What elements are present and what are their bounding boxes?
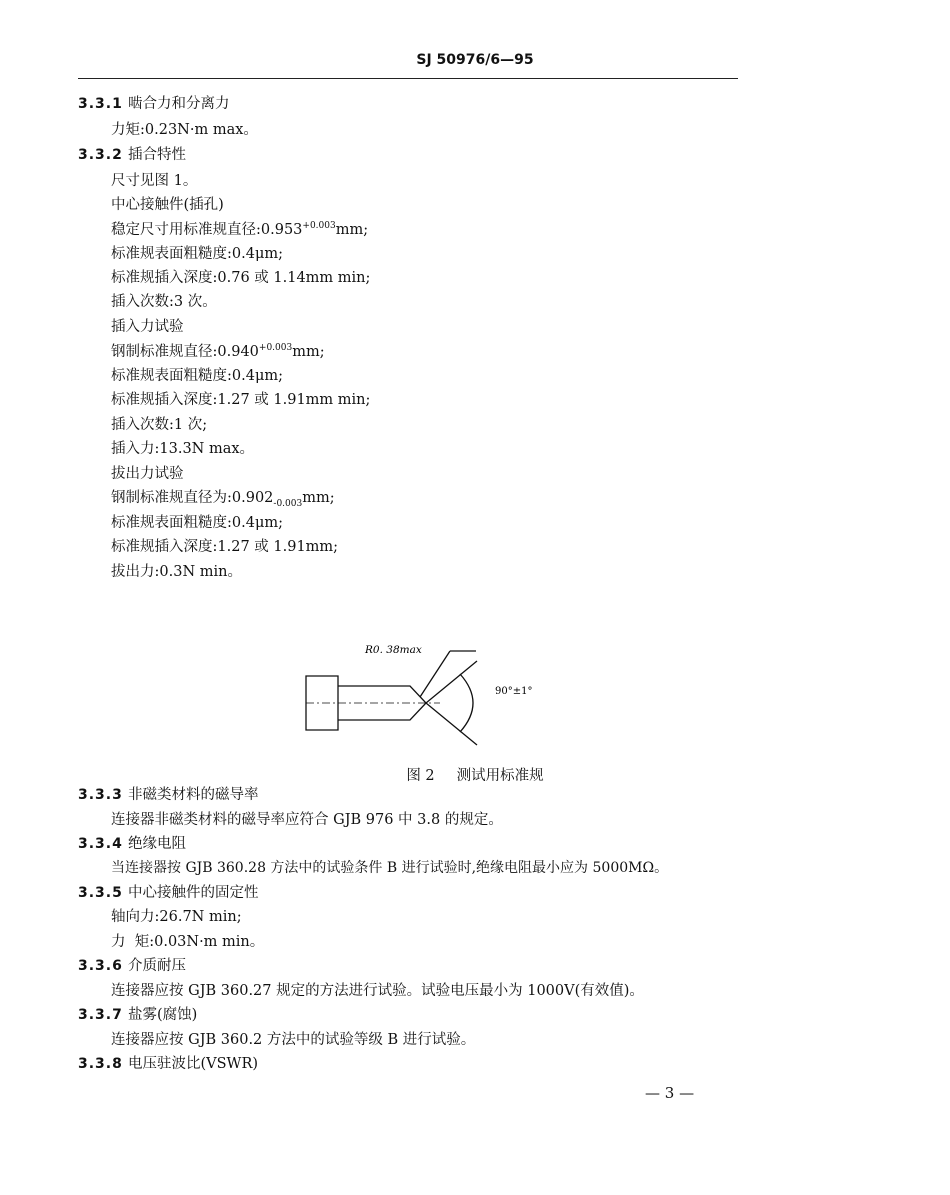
section-title: 盐雾(腐蚀) bbox=[128, 1007, 198, 1023]
section-title: 非磁类材料的磁导率 bbox=[128, 787, 259, 803]
text-line: 轴向力:26.7N min; bbox=[111, 909, 242, 925]
text-part: mm; bbox=[292, 343, 325, 360]
section-number: 3.3.3 bbox=[78, 787, 123, 803]
text-line: 标准规表面粗糙度:0.4μm; bbox=[111, 246, 284, 262]
angle-label: 90°±1° bbox=[495, 686, 533, 697]
section-number: 3.3.6 bbox=[78, 958, 123, 974]
text-line bbox=[111, 491, 335, 509]
text-line: 拔出力试验 bbox=[111, 466, 184, 482]
section-3-3-4-heading bbox=[78, 837, 186, 852]
radius-label: R0. 38max bbox=[365, 644, 422, 656]
text-line: 拔出力:0.3N min。 bbox=[111, 564, 242, 580]
section-number: 3.3.8 bbox=[78, 1056, 123, 1072]
section-3-3-7-heading bbox=[78, 1008, 197, 1023]
section-title: 介质耐压 bbox=[128, 958, 186, 974]
angle-arc bbox=[460, 674, 473, 732]
text-part: 钢制标准规直径:0.940 bbox=[111, 343, 259, 360]
section-number: 3.3.5 bbox=[78, 885, 123, 901]
figure-title: 测试用标准规 bbox=[456, 768, 544, 784]
text-line: 标准规插入深度:1.27 或 1.91mm min; bbox=[111, 392, 371, 408]
text-line: 标准规表面粗糙度:0.4μm; bbox=[111, 368, 284, 384]
text-line: 中心接触件(插孔) bbox=[111, 197, 224, 213]
document-header: SJ 50976/6—95 bbox=[416, 52, 534, 68]
text-line: 插入次数:1 次; bbox=[111, 417, 208, 433]
text-line: 尺寸见图 1。 bbox=[111, 173, 198, 189]
section-number: 3.3.7 bbox=[78, 1007, 123, 1023]
text-line: 插入力试验 bbox=[111, 319, 184, 335]
text-line: 插入次数:3 次。 bbox=[111, 294, 217, 310]
section-3-3-8-heading bbox=[78, 1057, 258, 1072]
figure-number: 图 2 bbox=[406, 768, 435, 784]
section-3-3-5-heading bbox=[78, 886, 259, 901]
text-line: 当连接器按 GJB 360.28 方法中的试验条件 B 进行试验时,绝缘电阻最小应为 5000MΩ。 bbox=[111, 860, 669, 876]
text-line: 力 矩:0.03N·m min。 bbox=[111, 934, 265, 950]
section-3-3-6-heading bbox=[78, 959, 186, 974]
text-line bbox=[111, 344, 325, 359]
section-title: 电压驻波比(VSWR) bbox=[128, 1056, 259, 1072]
tolerance-sup: +0.003 bbox=[302, 221, 336, 231]
text-part: 稳定尺寸用标准规直径:0.953 bbox=[111, 221, 303, 238]
section-title: 啮合力和分离力 bbox=[128, 96, 230, 112]
tolerance-sub: -0.003 bbox=[273, 498, 303, 509]
tolerance-sup: +0.003 bbox=[258, 343, 293, 353]
text-part: mm; bbox=[302, 490, 335, 506]
section-number: 3.3.1 bbox=[78, 96, 123, 112]
section-number: 3.3.2 bbox=[78, 147, 123, 163]
angle-lower-line bbox=[426, 703, 477, 745]
text-line: 标准规插入深度:0.76 或 1.14mm min; bbox=[111, 270, 371, 286]
text-line: 连接器应按 GJB 360.2 方法中的试验等级 B 进行试验。 bbox=[111, 1032, 476, 1048]
radius-leader bbox=[420, 651, 450, 697]
text-line: 连接器非磁类材料的磁导率应符合 GJB 976 中 3.8 的规定。 bbox=[111, 812, 503, 828]
section-3-3-3-heading bbox=[78, 788, 259, 803]
section-number: 3.3.4 bbox=[78, 836, 123, 852]
text-part: mm; bbox=[335, 221, 369, 238]
section-3-3-1-heading bbox=[78, 97, 230, 112]
header-rule bbox=[78, 78, 738, 79]
text-line: 标准规插入深度:1.27 或 1.91mm; bbox=[111, 539, 339, 555]
text-line: 标准规表面粗糙度:0.4μm; bbox=[111, 515, 284, 531]
section-title: 绝缘电阻 bbox=[128, 836, 186, 852]
text-line: 插入力:13.3N max。 bbox=[111, 441, 255, 457]
text-line bbox=[111, 222, 368, 237]
section-title: 插合特性 bbox=[128, 147, 186, 163]
figure-caption bbox=[0, 764, 950, 785]
section-title: 中心接触件的固定性 bbox=[128, 885, 259, 901]
page-number: — 3 — bbox=[645, 1084, 695, 1102]
text-part: 钢制标准规直径为:0.902 bbox=[111, 490, 274, 506]
text-line: 力矩:0.23N·m max。 bbox=[111, 122, 258, 138]
gauge-drawing bbox=[290, 630, 570, 760]
section-3-3-2-heading bbox=[78, 148, 186, 163]
text-line: 连接器应按 GJB 360.27 规定的方法进行试验。试验电压最小为 1000V(有效值)。 bbox=[111, 983, 644, 999]
angle-upper-line bbox=[426, 661, 477, 703]
